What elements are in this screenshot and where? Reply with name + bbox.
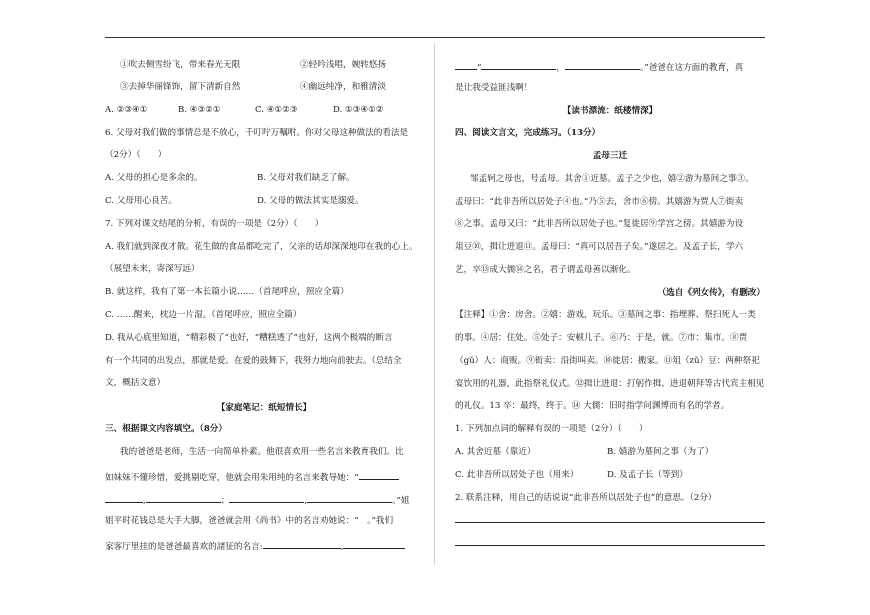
punctuation: 。”姐 (392, 496, 410, 506)
punctuation: “ (477, 63, 482, 73)
passage-line2: 孟母曰：“此非吾所以居处子④也。”乃⑤去，舍市⑥傍。其嬉游为贾人⑦街卖 (455, 197, 744, 207)
answer-line[interactable] (455, 545, 765, 546)
notes-line2: 的事。④居：住处。⑤处子：安顿儿子。⑥乃：于是，就。⑦市：集市。⑧贾 (455, 333, 748, 343)
q1-choice-c: C. 此非吾所以居处子也（用来） (455, 470, 579, 480)
answer-line[interactable] (455, 522, 765, 523)
option-1: ①吹去侧雪纷飞，带来春光无限 (120, 60, 241, 70)
q6-score: （2分）（ ） (105, 150, 167, 160)
fill-blank[interactable] (343, 539, 405, 549)
section-title-reading: 【读书漂流：纸楼情深】 (562, 106, 658, 116)
q7-choice-a: A. 我们就到深夜才散。花生做的食品都吃完了，父亲的话却深深地印在我的心上。 (105, 242, 418, 252)
q5-choice-b: B. ④③②① (178, 105, 221, 115)
notes-line5: 的礼仪。13 卒：最终，终于。⑭ 大儒：旧时指学问渊博而有名的学者。 (455, 401, 730, 411)
q6-choice-b: B. 父母对我们缺乏了解。 (257, 173, 355, 183)
option-3: ③去掉华丽锋饰，留下清新自然 (120, 82, 241, 92)
passage-source: （选自《列女传》，有删改） (657, 288, 765, 298)
right-continue-line1 (455, 60, 743, 74)
column-divider (434, 44, 435, 564)
q6-stem: 6. 父母对我们做的事情总是不放心，千叮咛万嘱咐。你对父母这种做法的看法是 (105, 128, 409, 138)
fill-blank[interactable] (455, 60, 477, 70)
passage-line3: ⑧之事。孟母又曰：“此非吾所以居处子也。”复徙居⑨学宫之傍。其嬉游为设 (455, 219, 744, 229)
right-continue-line2: 是让我受益匪浅啊！ (455, 83, 533, 93)
q7-choice-d-line3: 文，概括文意） (105, 378, 166, 388)
fill-blank[interactable] (359, 470, 399, 480)
q3-paragraph-line2 (105, 470, 399, 484)
option-4: ④幽远纯净，和雅清淡 (300, 82, 386, 92)
fill-blank[interactable] (263, 539, 341, 549)
q6-choice-c: C. 父母用心良苦。 (105, 196, 177, 206)
q3-text: 家客厅里挂的是爸爸最喜欢的諸征的名言: (105, 542, 263, 552)
q7-choice-b: B. 就这样，我有了第一本长篇小说……（首尾呼应，照应全篇） (105, 287, 349, 297)
punctuation: ； (220, 496, 230, 506)
q7-choice-d-line1: D. 我从心底里知道，“精彩极了”也好，“糟糕透了”也好，这两个极端的断言 (105, 333, 393, 343)
fill-blank[interactable] (307, 493, 392, 503)
q4-title: 四、阅读文言文，完成练习。（13分） (455, 128, 601, 138)
fill-blank[interactable] (105, 493, 143, 503)
q3-paragraph-line5 (105, 539, 405, 553)
q2-stem: 2. 联系注释，用自己的话说说“此非吾所以居处子也”的意思。（2分） (455, 493, 717, 503)
punctuation: , (304, 496, 308, 506)
passage-title: 孟母三迁 (592, 151, 628, 161)
q3-text: 。”爸爸在这方面的教育，真 (640, 63, 744, 73)
passage-line1: 邹孟轲之母也，号孟母。其舍①近墓。孟子之少也，嬉②游为墓间之事③。 (470, 174, 754, 184)
q3-paragraph-line3 (105, 493, 409, 507)
q6-choice-d: D. 父母的做法其实是溺爱。 (257, 196, 364, 206)
fill-blank[interactable] (481, 60, 556, 70)
option-2: ②轻吟浅唱，婉转悠扬 (300, 60, 386, 70)
q3-paragraph-line4: 姐平时花钱总是大手大脚，爸爸就会用《尚书》中的名言劝她说：“ 。”我们 (105, 516, 394, 526)
punctuation: , (340, 542, 344, 552)
q1-choice-b: B. 嬉游为墓间之事（为了） (607, 447, 714, 457)
section-title-family-notes: 【家庭笔记：纸短情长】 (216, 403, 312, 413)
q5-choice-c: C. ④①②③ (255, 105, 298, 115)
q7-choice-a-note: （展望未来，寄深写远） (105, 264, 200, 274)
q3-title: 三、根据课文内容填空。（8分） (105, 424, 227, 434)
q1-choice-a: A. 其舍近墓（靠近） (455, 447, 536, 457)
fill-blank[interactable] (565, 60, 640, 70)
fill-blank[interactable] (146, 493, 221, 503)
q7-stem: 7. 下列对课文结尾的分析，有误的一项是（2分）（ ） (105, 219, 324, 229)
q3-text: 如妹妹不懂珍惜，爱挑剔吃穿，他就会用朱用纯的名言来教导她：“ (105, 473, 359, 483)
q6-choice-a: A. 父母的担心是多余的。 (105, 173, 203, 183)
passage-line5: 艺，卒⑬成大儒⑭之名，君子谓孟母善以渐化。 (455, 265, 636, 275)
notes-line3: （gǔ）人：商贩。⑨衒卖：沿街叫卖。⑩徙居：搬家。⑪俎（zǔ）豆：两种祭祀 (455, 356, 760, 366)
notes-line4: 宴饮用的礼器，此指祭礼仪式。⑫揖让进退：打躬作揖、进退朝拜等古代宾主相见 (455, 379, 765, 389)
punctuation: , (143, 496, 146, 506)
notes-line1: 【注释】①舍：房舍。②嬉：游戏，玩乐。③墓间之事：指埋葬、祭扫死人一类 (455, 310, 756, 320)
punctuation: ， (556, 63, 566, 73)
q3-paragraph-line1: 我的爸爸是老师，生活一向简单朴素。他很喜欢用一些名言来教育我们。比 (120, 447, 404, 457)
q7-choice-d-line2: 有一个共同的出发点，那就是爱。在爱的鼓舞下，我努力地向前驶去。（总结全 (105, 356, 402, 366)
q1-choice-d: D. 及孟子长（等到） (607, 470, 688, 480)
passage-line4: 俎豆⑩，揖让进退⑪。孟母曰：“真可以居吾子矣。”遂居之。及孟子长，学六 (455, 242, 744, 252)
q5-choice-d: D. ①③④①② (333, 105, 384, 115)
q5-choice-a: A. ②③④① (105, 105, 148, 115)
top-rule (105, 37, 765, 38)
fill-blank[interactable] (229, 493, 304, 503)
q7-choice-c: C. ……醒来，枕边一片湿。（首尾呼应，照应全篇） (105, 310, 302, 320)
q1-stem: 1. 下列加点词的解释有误的一项是（2分）（ ） (455, 424, 648, 434)
